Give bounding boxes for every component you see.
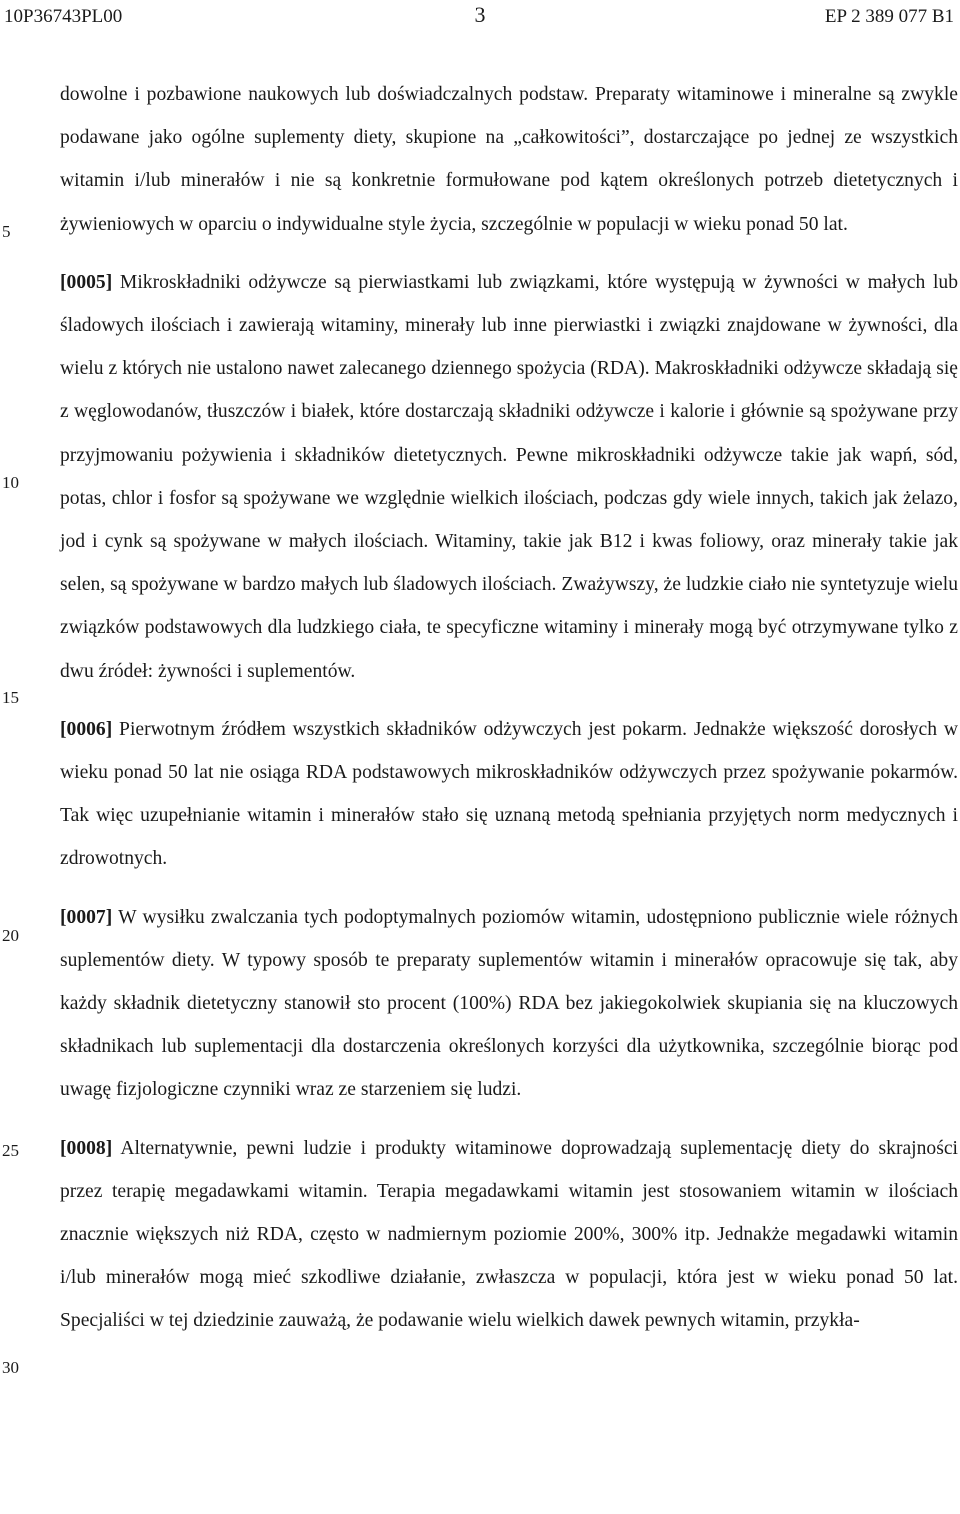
page-number: 3 xyxy=(474,2,486,27)
paragraph-0008 xyxy=(60,1127,958,1343)
document-body xyxy=(60,73,958,1358)
line-number: 5 xyxy=(2,222,11,241)
line-number: 30 xyxy=(2,1358,19,1377)
line-number: 15 xyxy=(2,688,19,707)
paragraph-text: Pierwotnym źródłem wszystkich składników odżywczych jest pokarm. Jednakże większość dorosłych w wieku ponad 50 lat nie osiąga RDA podstawowych mikroskładników odżywczych przez spożywanie pokarmów. Tak więc uzupełnianie witamin i minerałów stało się uznaną metodą spełniania przyjętych norm medycznych i zdrowotnych. xyxy=(60,718,958,870)
paragraph-continuation xyxy=(60,73,958,246)
paragraph-0005 xyxy=(60,261,958,693)
paragraph-id: [0008] xyxy=(60,1137,113,1159)
paragraph-0006 xyxy=(60,708,958,881)
line-number: 10 xyxy=(2,473,19,492)
line-number: 25 xyxy=(2,1141,19,1160)
paragraph-text: Mikroskładniki odżywcze są pierwiastkami lub związkami, które występują w żywności w małych lub śladowych ilościach i zawierają witaminy, minerały lub inne pierwiastki i związki znajdowane w żywności, dla wielu z których nie ustalono nawet zalecanego dziennego spożycia (RDA). Makroskładniki odżywcze składają się z węglowodanów, tłuszczów i białek, które dostarczają składniki odżywcze i kalorie i głównie są spożywane przy przyjmowaniu pożywienia i składników dietetycznych. Pewne mikroskładniki odżywcze takie jak wapń, sód, potas, chlor i fosfor są spożywane we względnie wielkich ilościach, podczas gdy wiele innych, takich jak żelazo, jod i cynk są spożywane w małych ilościach. Witaminy, takie jak B12 i kwas foliowy, oraz minerały takie jak selen, są spożywane w bardzo małych lub śladowych ilościach. Zważywszy, że ludzkie ciało nie syntetyzuje wielu związków podstawowych dla ludzkiego ciała, te specyficzne witaminy i minerały mogą być otrzymywane tylko z dwu źródeł: żywności i suplementów. xyxy=(60,271,958,682)
paragraph-id: [0007] xyxy=(60,906,113,928)
paragraph-text: dowolne i pozbawione naukowych lub doświadczalnych podstaw. Preparaty witaminowe i mineralne są zwykle podawane jako ogólne suplementy diety, skupione na „całkowitości”, dostarczające po jednej ze wszystkich witamin i/lub minerałów i nie są konkretnie formułowane pod kątem określonych potrzeb dietetycznych i żywieniowych w oparciu o indywidualne style życia, szczególnie w populacji w wieku ponad 50 lat. xyxy=(60,84,958,235)
document-code: 10P36743PL00 xyxy=(4,6,123,27)
paragraph-id: [0005] xyxy=(60,271,113,293)
paragraph-text: W wysiłku zwalczania tych podoptymalnych poziomów witamin, udostępniono publicznie wiele różnych suplementów diety. W typowy sposób te preparaty suplementów witamin i minerałów opracowuje się tak, aby każdy składnik dietetyczny stanowił sto procent (100%) RDA bez jakiegokolwiek skupiania się na kluczowych składnikach lub suplementacji dla dostarczenia określonych korzyści dla użytkownika, szczególnie biorąc pod uwagę fizjologiczne czynniki wraz ze starzeniem się ludzi. xyxy=(60,906,958,1101)
page-header xyxy=(0,2,960,32)
line-number: 20 xyxy=(2,926,19,945)
patent-number: EP 2 389 077 B1 xyxy=(824,6,954,27)
paragraph-id: [0006] xyxy=(60,718,113,740)
paragraph-text: Alternatywnie, pewni ludzie i produkty witaminowe doprowadzają suplementację diety do skrajności przez terapię megadawkami witamin. Terapia megadawkami witamin jest stosowaniem witamin w ilościach znacznie większych niż RDA, często w nadmiernym poziomie 200%, 300% itp. Jednakże megadawki witamin i/lub minerałów mogą mieć szkodliwe działanie, zwłaszcza w populacji, która jest w wieku ponad 50 lat. Specjaliści w tej dziedzinie zauważą, że podawanie wielu wielkich dawek pewnych witamin, przykła- xyxy=(60,1137,958,1332)
paragraph-0007 xyxy=(60,896,958,1112)
